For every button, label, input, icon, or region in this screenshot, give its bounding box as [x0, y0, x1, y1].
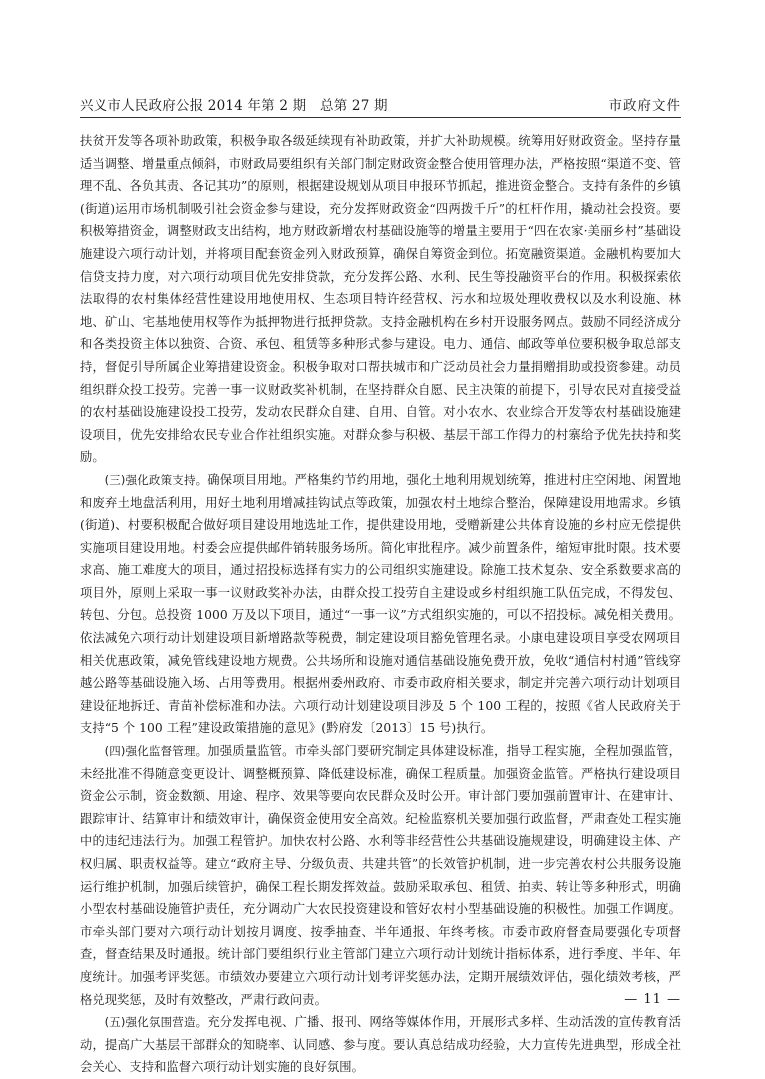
paragraph-3 [80, 740, 681, 1011]
publication-title: 兴义市人民政府公报 2014 年第 2 期 总第 27 期 [80, 98, 388, 114]
page-number: — 11 — [624, 992, 681, 1007]
paragraph-1 [80, 130, 681, 469]
paragraph-text: 加强质量监管。市牵头部门要研究制定具体建设标准，指导工程实施，全程加强监管，未经批准不得随意变更设计、调整概预算、降低建设标准，确保工程质量。加强资金监管。严格执行建设项目资金公示制，资金数额、用途、程序、效果等要向农民群众及时公开。审计部门要加强前置审计、在建审计、跟踪审计、结算审计和绩效审计，确保资金使用安全高效。纪检监察机关要加强行政监督，严肃查处工程实施中的违纪违法行为。加强工程管护。加快农村公路、水利等非经营性公共基础设施规建设，明确建设主体、产权归属、职责权益等。建立“政府主导、分级负责、共建共管”的长效管护机制，进一步完善农村公共服务设施运行维护机制，加强后续管护，确保工程长期发挥效益。鼓励采取承包、租赁、拍卖、转让等多种形式，明确小型农村基础设施管护责任，充分调动广大农民投资建设和管好农村小型基础设施的积极性。加强工作调度。市牵头部门要对六项行动计划按月调度、按季抽查、半年通报、年终考核。市委市政府督查局要强化专项督查，督查结果及时通报。统计部门要组织行业主管部门建立六项行动计划统计指标体系，进行季度、半年、年度统计。加强考评奖惩。市绩效办要建立六项行动计划考评奖惩办法，定期开展绩效评估，强化绩效考核，严格兑现奖惩，及时有效整改，严肃行政问责。 [80, 744, 681, 1007]
paragraph-text: 确保项目用地。严格集约节约用地，强化土地利用规划统筹，推进村庄空闲地、闲置地和废弃土地盘活利用，用好土地利用增减挂钩试点等政策，加强农村土地综合整治，保障建设用地需求。乡镇(街道)、村要积极配合做好项目建设用地选址工作，提供建设用地，受赠新建公共体育设施的乡村应无偿提供实施项目建设用地。村委会应提供邮件销转服务场所。简化审批程序。减少前置条件，缩短审批时限。技术要求高、施工难度大的项目，通过招投标选择有实力的公司组织实施建设。除施工技术复杂、安全系数要求高的项目外，原则上采取一事一议财政奖补办法，由群众投工投劳自主建设或乡村组织施工队伍完成，不得发包、转包、分包。总投资 1000 万及以下项目，通过“一事一议”方式组织实施的，可以不招投标。减免相关费用。依法减免六项行动计划建设项目新增路款等税费，制定建设项目豁免管理名录。小康电建设项目享受农网项目相关优惠政策，减免管线建设地方规费。公共场所和设施对通信基础设施免费开放，免收“通信村村通”管线穿越公路等基础设施入场、占用等费用。根据州委州政府、市委市政府相关要求，制定并完善六项行动计划项目建设征地拆迁、青苗补偿标准和办法。六项行动计划建设项目涉及 5 个 100 工程的，按照《省人民政府关于支持“5 个 100 工程”建设政策措施的意见》(黔府发〔2013〕15 号)执行。 [80, 472, 681, 736]
section-heading: (五)强化氛围营造。 [104, 1015, 208, 1030]
section-heading: (四)强化监督管理。 [104, 744, 208, 759]
paragraph-4 [80, 1011, 681, 1079]
page-header [80, 88, 681, 118]
paragraph-2 [80, 469, 681, 740]
paragraph-text: 扶贫开发等各项补助政策，积极争取各级延续现有补助政策，并扩大补助规模。统筹用好财政资金。坚持存量适当调整、增量重点倾斜，市财政局要组织有关部门制定财政资金整合使用管理办法，严格按照“渠道不变、管理不乱、各负其责、各记其功”的原则，根据建设规划从项目申报环节抓起，推进资金整合。支持有条件的乡镇(街道)运用市场机制吸引社会资金参与建设，充分发挥财政资金“四两拨千斤”的杠杆作用，撬动社会投资。要积极筹措资金，调整财政支出结构，地方财政新增农村基础设施等的增量主要用于“四在农家·美丽乡村”基础设施建设六项行动计划，并将项目配套资金列入财政预算，确保自筹资金到位。拓宽融资渠道。金融机构要加大信贷支持力度，对六项行动项目优先安排贷款，充分发挥公路、水利、民生等投融资平台的作用。积极探索依法取得的农村集体经营性建设用地使用权、生态项目特许经营权、污水和垃圾处理收费权以及水利设施、林地、矿山、宅基地使用权等作为抵押物进行抵押贷款。支持金融机构在乡村开设服务网点。鼓励不同经济成分和各类投资主体以独资、合资、承包、租赁等多种形式参与建设。电力、通信、邮政等单位要积极争取总部支持，督促引导所属企业筹措建设资金。积极争取对口帮扶城市和广泛动员社会力量捐赠捐助或投资参建。动员组织群众投工投劳。完善一事一议财政奖补机制，在坚持群众自愿、民主决策的前提下，引导农民对直接受益的农村基础设施建设投工投劳，发动农民群众自建、自用、自管。对小农水、农业综合开发等农村基础设施建设项目，优先安排给农民专业合作社组织实施。对群众参与积极、基层干部工作得力的村寨给予优先扶持和奖励。 [80, 134, 681, 465]
paragraph-text: 充分发挥电视、广播、报刊、网络等媒体作用，开展形式多样、生动活泼的宣传教育活动，提高广大基层干部群众的知晓率、认同感、参与度。要认真总结成功经验，大力宣传先进典型，形成全社会关心、支持和监督六项行动计划实施的良好氛围。 [80, 1015, 681, 1075]
section-title: 市政府文件 [608, 98, 681, 114]
section-heading: (三)强化政策支持。 [104, 472, 208, 487]
document-body [80, 130, 681, 1079]
